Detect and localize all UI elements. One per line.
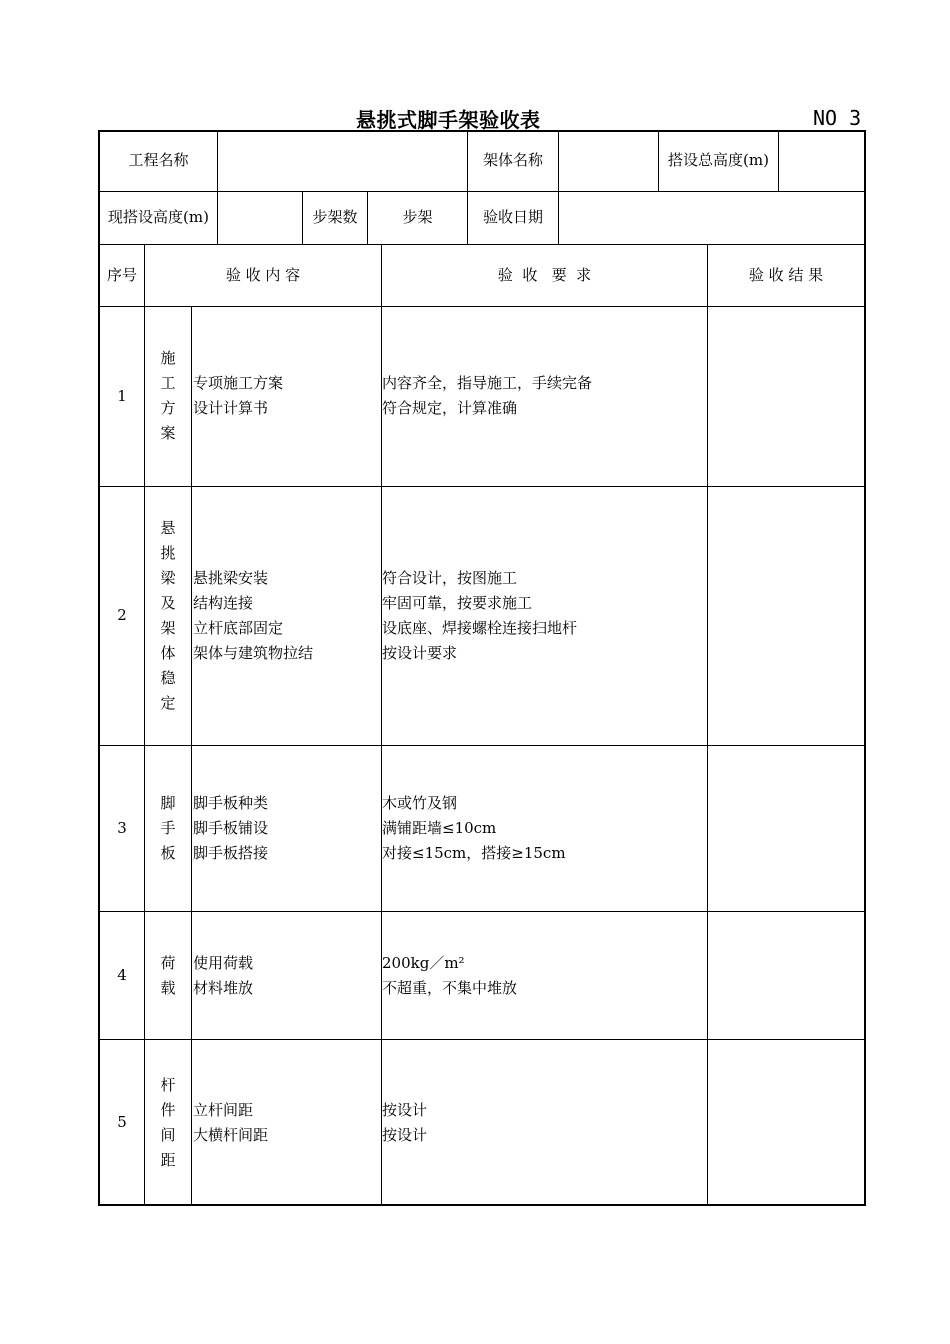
row-requirements: 符合设计，按图施工 牢固可靠，按要求施工 设底座、焊接螺栓连接扫地杆 按设计要求	[382, 569, 578, 662]
row-category: 脚手板	[160, 794, 176, 862]
date-field[interactable]	[559, 192, 864, 244]
row-seq: 4	[117, 966, 127, 984]
total-height-field[interactable]	[779, 131, 864, 191]
row-result-field[interactable]	[708, 746, 864, 911]
row-seq: 3	[117, 819, 127, 837]
row-seq: 2	[117, 606, 127, 624]
current-height-field[interactable]	[218, 192, 302, 244]
total-height-label: 搭设总高度(m)	[668, 151, 769, 169]
row-category: 施工方案	[160, 349, 176, 442]
project-name-field[interactable]	[218, 131, 466, 191]
row-divider	[98, 244, 866, 245]
row-items: 立杆间距 大横杆间距	[193, 1101, 269, 1144]
row-items: 使用荷载 材料堆放	[193, 954, 254, 997]
col-header-result: 验 收 结 果	[748, 266, 824, 284]
row-result-field[interactable]	[708, 1040, 864, 1205]
date-label: 验收日期	[482, 208, 543, 226]
col-header-content: 验 收 内 容	[225, 266, 301, 284]
col-divider	[191, 306, 192, 1206]
page-title: 悬挑式脚手架验收表	[356, 108, 541, 132]
row-category: 杆件间距	[160, 1076, 176, 1169]
col-header-requirement: 验 收 要 求	[497, 266, 592, 284]
step-unit: 步架	[402, 208, 433, 226]
steps-label: 步架数	[312, 208, 358, 226]
row-seq: 5	[117, 1113, 127, 1131]
col-header-seq: 序号	[106, 266, 137, 284]
frame-name-field[interactable]	[559, 131, 657, 191]
row-items: 悬挑梁安装 结构连接 立杆底部固定 架体与建筑物拉结	[193, 569, 314, 662]
row-requirements: 200kg／m² 不超重，不集中堆放	[382, 954, 518, 997]
row-result-field[interactable]	[708, 487, 864, 745]
row-items: 专项施工方案 设计计算书	[193, 374, 284, 417]
frame-name-label: 架体名称	[482, 151, 543, 169]
row-items: 脚手板种类 脚手板铺设 脚手板搭接	[193, 794, 269, 862]
project-name-label: 工程名称	[128, 151, 189, 169]
row-requirements: 内容齐全，指导施工，手续完备 符合规定，计算准确	[382, 374, 593, 417]
row-requirements: 按设计 按设计	[382, 1101, 428, 1144]
row-category: 悬挑梁及架体稳定	[160, 519, 176, 712]
current-height-label: 现搭设高度(m)	[108, 208, 209, 226]
row-seq: 1	[117, 387, 127, 405]
row-result-field[interactable]	[708, 912, 864, 1039]
row-requirements: 木或竹及钢 满铺距墙≤10cm 对接≤15cm，搭接≥15cm	[382, 794, 566, 862]
document-number: NO 3	[813, 106, 862, 130]
row-category: 荷载	[160, 954, 176, 997]
row-result-field[interactable]	[708, 307, 864, 486]
